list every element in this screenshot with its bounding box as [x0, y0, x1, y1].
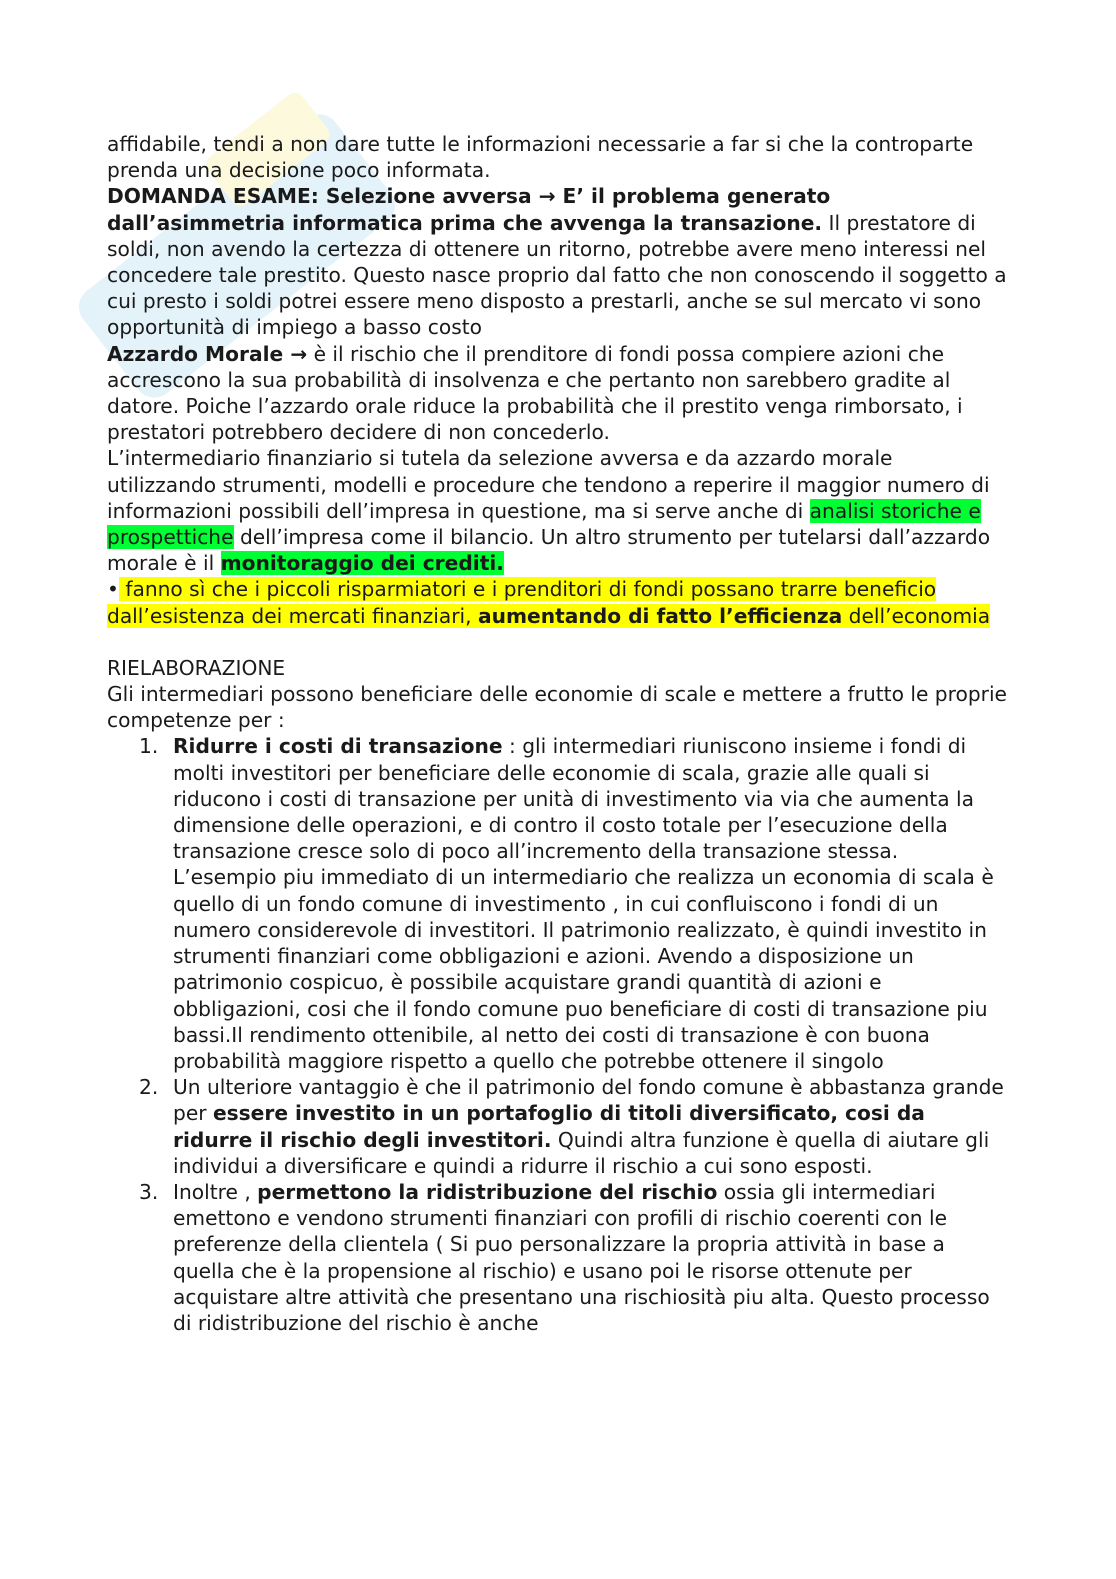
bullet-bold: aumentando di fatto l’efficienza — [478, 603, 843, 628]
domanda-definition: E’ il problema generato dall’asimmetria informatica prima che avvenga la transazione. — [107, 184, 831, 235]
arrow-icon: → — [290, 341, 308, 366]
list-number: 3. — [139, 1179, 159, 1204]
list-item-bold: essere investito in un portafoglio di titoli diversificato, cosi da ridurre il rischio degli investitori. — [173, 1101, 925, 1152]
intermediario-text-2: dell’impresa come il bilancio. Un altro strumento per tutelarsi dall’azzardo morale è il — [107, 525, 991, 576]
list-item-bold: Ridurre i costi di transazione — [173, 734, 503, 759]
list-item-post: ossia gli intermediari emettono e vendono strumenti finanziari con profili di rischio coerenti con le preferenze della clientela ( Si puo personalizzare la propria attività in base a quella che è la propensione al rischio) e usano poi le risorse ottenute per acquistare altre attività che presentano una rischiosità piu alta. Questo processo di ridistribuzione del rischio è anche — [173, 1179, 990, 1335]
list-item — [139, 1179, 1007, 1336]
numbered-list — [107, 733, 1007, 1336]
list-number: 2. — [139, 1075, 159, 1100]
azzardo-heading: Azzardo Morale — [107, 341, 291, 366]
bullet-text-2: dell’economia — [842, 603, 991, 628]
list-item — [139, 1074, 1007, 1179]
list-item-pre: Un ulteriore vantaggio è che il patrimonio del fondo comune è abbastanza grande per — [173, 1075, 1004, 1126]
list-item-post: Quindi altra funzione è quella di aiutare gli individui a diversificare e quindi a ridurre il rischio a cui sono esposti. — [173, 1127, 990, 1178]
list-item-post: : gli intermediari riuniscono insieme i fondi di molti investitori per beneficiare delle economie di scala, grazie alle quali si riducono i costi di transazione per unità di investimento via via che aumenta la dimensione delle operazioni, e di contro il costo totale per l’esecuzione della transazione cresce solo di poco all’incremento della transazione stessa. L’esempio piu immediato di un intermediario che realizza un economia di scala è quello di un fondo comune di investimento , in cui confluiscono i fondi di un numero considerevole di investitori. Il patrimonio realizzato, è quindi investito in strumenti finanziari come obbligazioni e azioni. Avendo a disposizione un patrimonio cospicuo, è possibile acquistare grandi quantità di azioni e obbligazioni, cosi che il fondo comune puo beneficiare di costi di transazione piu bassi.Il rendimento ottenibile, al netto dei costi di transazione è con buona probabilità maggiore rispetto a quello che potrebbe ottenere il singolo — [173, 734, 994, 1073]
highlight-monitoraggio: monitoraggio dei crediti. — [220, 551, 504, 576]
list-item-bold: permettono la ridistribuzione del rischio — [257, 1179, 718, 1204]
rielaborazione-heading: RIELABORAZIONE — [107, 655, 286, 680]
document-page — [107, 131, 1007, 1336]
arrow-icon: → — [538, 184, 556, 209]
azzardo-body: è il rischio che il prenditore di fondi possa compiere azioni che accrescono la sua probabilità di insolvenza e che pertanto non sarebbero gradite al datore. Poiche l’azzardo orale riduce la probabilità che il prestito venga rimborsato, i prestatori potrebbero decidere di non concederlo. — [107, 341, 963, 445]
bullet-marker: • — [107, 577, 119, 602]
intermediario-paragraph — [107, 445, 1007, 576]
highlight-analisi: analisi storiche e prospettiche — [107, 498, 981, 550]
intermediario-text-1: L’intermediario finanziario si tutela da selezione avversa e da azzardo morale utilizzando strumenti, modelli e procedure che tendono a reperire il maggior numero di informazioni possibili dell’impresa in questione, ma si serve anche di — [107, 446, 990, 523]
list-item — [139, 733, 1007, 1074]
rielaborazione-intro: Gli intermediari possono beneficiare delle economie di scale e mettere a frutto le proprie competenze per : — [107, 682, 1007, 733]
selezione-avversa-paragraph — [107, 183, 1007, 340]
domanda-body: Il prestatore di soldi, non avendo la certezza di ottenere un ritorno, potrebbe avere meno interessi nel concedere tale prestito. Questo nasce proprio dal fatto che non conoscendo il soggetto a cui presto i soldi potrei essere meno disposto a prestarli, anche se sul mercato vi sono opportunità di impiego a basso costo — [107, 210, 1007, 340]
domanda-heading: DOMANDA ESAME: Selezione avversa — [107, 184, 539, 209]
bullet-paragraph — [107, 576, 1007, 628]
list-number: 1. — [139, 734, 159, 759]
intro-text: affidabile, tendi a non dare tutte le informazioni necessarie a far si che la controparte prenda una decisione poco informata. — [107, 132, 974, 183]
blank-line — [107, 629, 1007, 655]
intro-paragraph — [107, 131, 1007, 183]
bullet-text-1: fanno sì che i piccoli risparmiatori e i prenditori di fondi possano trarre beneficio dall’esistenza dei mercati finanziari, — [107, 577, 937, 628]
list-item-pre: Inoltre , — [173, 1179, 258, 1204]
azzardo-morale-paragraph — [107, 341, 1007, 446]
